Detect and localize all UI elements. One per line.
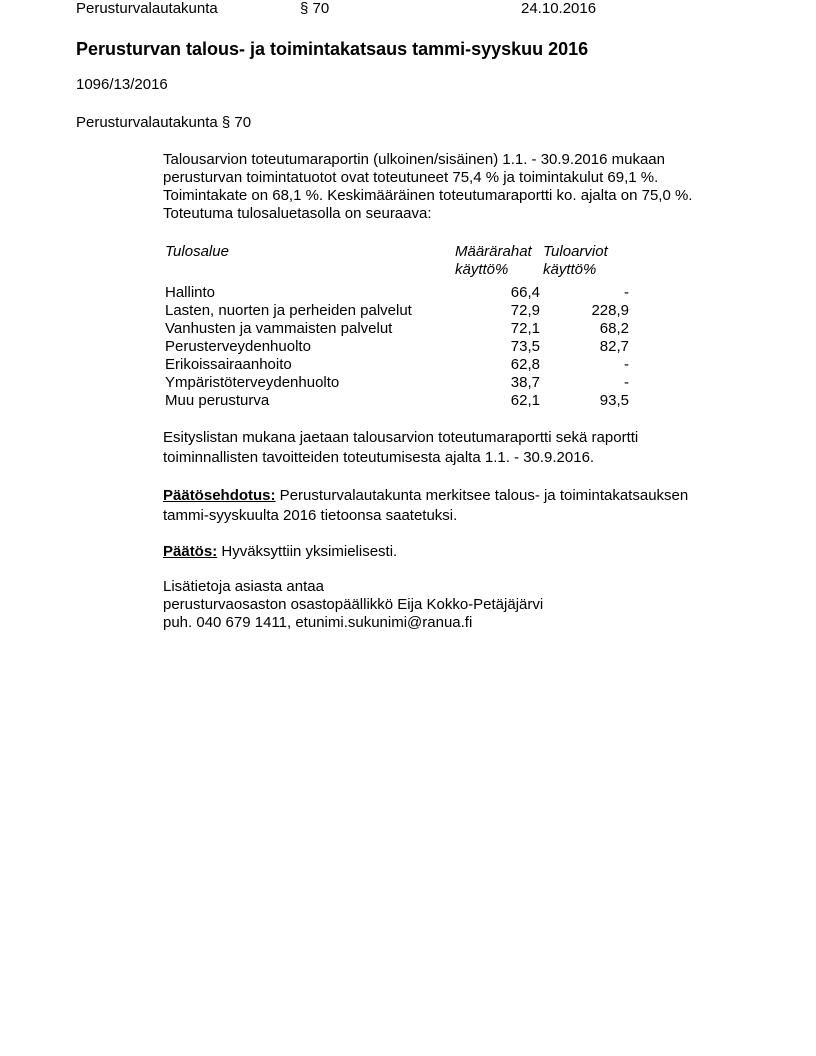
- header-budget-line2: käyttö%: [455, 261, 509, 278]
- contact-line: perusturvaosaston osastopäällikkö Eija Kokko-Petäjäjärvi: [163, 596, 544, 613]
- row-budget: 66,4: [510, 284, 540, 301]
- committee-reference: Perusturvalautakunta § 70: [76, 114, 252, 131]
- table-row: [163, 392, 629, 410]
- table-row: [163, 374, 629, 392]
- decision-line: [163, 542, 763, 562]
- row-area: Lasten, nuorten ja perheiden palvelut: [165, 302, 412, 319]
- row-income: -: [624, 284, 629, 301]
- proposal-text: Perusturvalautakunta merkitsee talous- ja toimintakatsauksen: [275, 487, 689, 504]
- table-row: [163, 356, 629, 374]
- row-income: 68,2: [599, 320, 629, 337]
- header-committee: Perusturvalautakunta: [76, 0, 218, 17]
- row-budget: 72,1: [510, 320, 540, 337]
- row-area: Erikoissairaanhoito: [165, 356, 292, 373]
- header-date: 24.10.2016: [521, 0, 597, 17]
- row-budget: 38,7: [510, 374, 540, 391]
- proposal-paragraph: [163, 486, 763, 526]
- contact-line: Lisätietoja asiasta antaa: [163, 578, 324, 595]
- table-row: [163, 284, 629, 302]
- row-area: Perusterveydenhuolto: [165, 338, 311, 355]
- row-income: 93,5: [599, 392, 629, 409]
- header-section-number: § 70: [300, 0, 330, 17]
- row-income: 82,7: [599, 338, 629, 355]
- row-budget: 73,5: [510, 338, 540, 355]
- decision-label: Päätös:: [163, 543, 218, 560]
- header-income-line2: käyttö%: [543, 261, 597, 278]
- document-title: Perusturvan talous- ja toimintakatsaus tammi-syyskuu 2016: [76, 39, 589, 59]
- table-row: [163, 338, 629, 356]
- decision-text: Hyväksyttiin yksimielisesti.: [217, 543, 398, 560]
- results-table-container: [163, 243, 629, 410]
- intro-line: Toimintakate on 68,1 %. Keskimääräinen toteutumaraportti ko. ajalta on 75,0 %.: [163, 187, 693, 204]
- header-income-line1: Tuloarviot: [543, 243, 608, 260]
- header-area: Tulosalue: [165, 243, 229, 260]
- row-budget: 62,1: [510, 392, 540, 409]
- row-income: -: [624, 374, 629, 391]
- case-number: 1096/13/2016: [76, 76, 168, 93]
- intro-line: perusturvan toimintatuotot ovat toteutuneet 75,4 % ja toimintakulut 69,1 %.: [163, 169, 659, 186]
- proposal-line-1: [163, 486, 763, 506]
- header-budget-line1: Määrärahat: [455, 243, 532, 260]
- table-row: [163, 302, 629, 320]
- row-area: Vanhusten ja vammaisten palvelut: [165, 320, 393, 337]
- results-table: [163, 243, 629, 410]
- row-budget: 62,8: [510, 356, 540, 373]
- proposal-label: Päätösehdotus:: [163, 487, 276, 504]
- header-income: [543, 243, 629, 284]
- row-area: Hallinto: [165, 284, 216, 301]
- contact-paragraph: [163, 578, 763, 632]
- attachments-line: toiminnallisten tavoitteiden toteutumisesta ajalta 1.1. - 30.9.2016.: [163, 449, 595, 466]
- row-budget: 72,9: [510, 302, 540, 319]
- proposal-line-2: tammi-syyskuulta 2016 tietoonsa saatetuksi.: [163, 507, 458, 524]
- header-budget: [455, 243, 543, 284]
- row-income: -: [624, 356, 629, 373]
- decision-paragraph: [163, 542, 763, 562]
- intro-line: Toteutuma tulosaluetasolla on seuraava:: [163, 205, 432, 222]
- row-income: 228,9: [591, 302, 629, 319]
- attachments-paragraph: [163, 428, 763, 468]
- row-area: Ympäristöterveydenhuolto: [165, 374, 340, 391]
- table-row: [163, 320, 629, 338]
- intro-line: Talousarvion toteutumaraportin (ulkoinen/sisäinen) 1.1. - 30.9.2016 mukaan: [163, 151, 665, 168]
- attachments-line: Esityslistan mukana jaetaan talousarvion toteutumaraportti sekä raportti: [163, 429, 639, 446]
- row-area: Muu perusturva: [165, 392, 270, 409]
- intro-paragraph: [163, 151, 763, 223]
- contact-line: puh. 040 679 1411, etunimi.sukunimi@ranua.fi: [163, 614, 473, 631]
- table-header-row: [163, 243, 629, 284]
